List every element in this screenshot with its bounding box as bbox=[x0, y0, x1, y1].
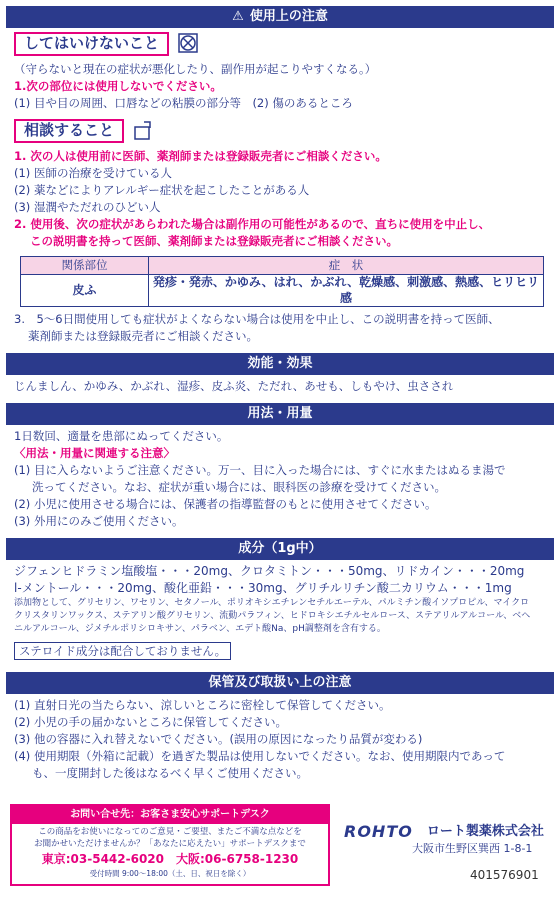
usage-related: 〈用法・用量に関連する注意〉 bbox=[14, 446, 175, 461]
storage-1: (1) 直射日光の当たらない、涼しいところに密栓して保管してください。 bbox=[14, 698, 391, 713]
contact-text-1: この商品をお使いになってのご意見・ご要望、またご不満な点などを bbox=[38, 827, 302, 837]
table-header-symptom: 症 状 bbox=[149, 257, 544, 275]
contact-head: お問い合せ先：お客さま安心サポートデスク bbox=[12, 806, 328, 824]
storage-header bbox=[6, 672, 554, 694]
symptom-table bbox=[20, 256, 544, 307]
table-header-part: 関係部位 bbox=[21, 257, 149, 275]
consult-item2-head-b: この説明書を持って医師、薬剤師または登録販売者にご相談ください。 bbox=[30, 234, 398, 248]
storage-3: (3) 他の容器に入れ替えないでください。(誤用の原因になったり品質が変わる) bbox=[14, 732, 423, 747]
caution-title: 使用上の注意 bbox=[249, 8, 328, 24]
usage-note-1b: 洗ってください。なお、症状が重い場合には、眼科医の診療を受けてください。 bbox=[32, 480, 446, 495]
contact-box bbox=[10, 804, 330, 886]
consult-item1-head: 1. 次の人は使用前に医師、薬剤師または登録販売者にご相談ください。 bbox=[14, 149, 387, 163]
consult-item2-head-a: 2. 使用後、次の症状があらわれた場合は副作用の可能性があるので、直ちに使用を中止し、 bbox=[14, 217, 491, 231]
additives-line3: ニルアルコール、ジメチルポリシロキサン、パラベン、エデト酸Na、pH調整剤を含有する。 bbox=[14, 624, 386, 635]
consult-icon bbox=[132, 119, 154, 141]
usage-note-1a: (1) 目に入らないようご注意ください。万一、目に入った場合には、すぐに水またはぬるま湯で bbox=[14, 463, 506, 478]
warning-icon: ⚠ bbox=[232, 8, 244, 24]
contact-text-2: お聞かせいただけませんか？「あなたに応えたい」サポートデスクまで bbox=[34, 839, 306, 849]
table-cell-symptoms: 発疹・発赤、かゆみ、はれ、かぶれ、乾燥感、刺激感、熱感、ヒリヒリ感 bbox=[149, 275, 544, 307]
usage-note-3: (3) 外用にのみご使用ください。 bbox=[14, 514, 184, 529]
ingredients-title: 成分（1g中） bbox=[238, 540, 322, 556]
storage-2: (2) 小児の手の届かないところに保管してください。 bbox=[14, 715, 287, 730]
consult-item1-b: (2) 薬などによりアレルギー症状を起こしたことがある人 bbox=[14, 183, 310, 197]
company-logo bbox=[344, 822, 544, 843]
company-address: 大阪市生野区巽西 1-8-1 bbox=[412, 842, 533, 855]
dont-label: してはいけないこと bbox=[14, 32, 169, 56]
usage-header bbox=[6, 403, 554, 425]
efficacy-text: じんましん、かゆみ、かぶれ、湿疹、皮ふ炎、ただれ、あせも、しもやけ、虫さされ bbox=[14, 379, 454, 394]
prohibited-icon bbox=[177, 32, 199, 54]
usage-note-2: (2) 小児に使用させる場合には、保護者の指導監督のもとに使用させてください。 bbox=[14, 497, 437, 512]
efficacy-title: 効能・効果 bbox=[247, 355, 313, 371]
contact-phone: 東京:03-5442-6020 大阪:06-6758-1230 bbox=[41, 852, 299, 866]
storage-4b: も、一度開封した後はなるべく早くご使用ください。 bbox=[32, 766, 308, 781]
consult-item1-c: (3) 湿潤やただれのひどい人 bbox=[14, 200, 161, 214]
consult-item3-b: 薬剤師または登録販売者にご相談ください。 bbox=[28, 329, 258, 344]
company-name: ロート製薬株式会社 bbox=[426, 823, 544, 839]
dont-item1-body: (1) 目や目の周囲、口唇などの粘膜の部分等 (2) 傷のあるところ bbox=[14, 96, 353, 110]
additives-line1: 添加物として、グリセリン、ワセリン、セタノール、ポリオキシエチレンセチルエーテル、パルミチン酸イソプロピル、マイクロ bbox=[14, 598, 530, 609]
storage-4a: (4) 使用期限（外箱に記載）を過ぎた製品は使用しないでください。なお、使用期限内であって bbox=[14, 749, 506, 764]
usage-title: 用法・用量 bbox=[247, 405, 313, 421]
storage-title: 保管及び取扱い上の注意 bbox=[208, 674, 352, 690]
dont-note: （守らないと現在の症状が悪化したり、副作用が起こりやすくなる。） bbox=[14, 62, 377, 76]
additives-line2: クリスタリンワックス、ステアリン酸グリセリン、流動パラフィン、ヒドロキシエチルセルロース、ステアリルアルコール、ベヘ bbox=[14, 611, 531, 622]
dont-item1-head: 1.次の部位には使用しないでください。 bbox=[14, 79, 222, 93]
usage-text: 1日数回、適量を患部にぬってください。 bbox=[14, 429, 229, 444]
contact-hours: 受付時間 9:00～18:00（土、日、祝日を除く） bbox=[89, 868, 251, 878]
steroid-notice: ステロイド成分は配合しておりません。 bbox=[14, 642, 231, 660]
table-cell-part: 皮ふ bbox=[21, 275, 149, 307]
consult-item1-a: (1) 医師の治療を受けている人 bbox=[14, 166, 172, 180]
product-code: 401576901 bbox=[470, 868, 539, 882]
consult-item3-a: 3. 5～6日間使用しても症状がよくならない場合は使用を中止し、この説明書を持って医師、 bbox=[14, 312, 500, 327]
caution-header bbox=[6, 6, 554, 28]
ingredients-header bbox=[6, 538, 554, 560]
consult-label: 相談すること bbox=[14, 119, 124, 143]
ingredients-line1: ジフェンヒドラミン塩酸塩・・・20mg、クロタミトン・・・50mg、リドカイン・・・20mg bbox=[14, 564, 525, 579]
ingredients-line2: l-メントール・・・20mg、酸化亜鉛・・・30mg、グリチルリチン酸二カリウム・・・1mg bbox=[14, 581, 512, 596]
efficacy-header bbox=[6, 353, 554, 375]
brand-logo: ROHTO bbox=[344, 822, 413, 841]
